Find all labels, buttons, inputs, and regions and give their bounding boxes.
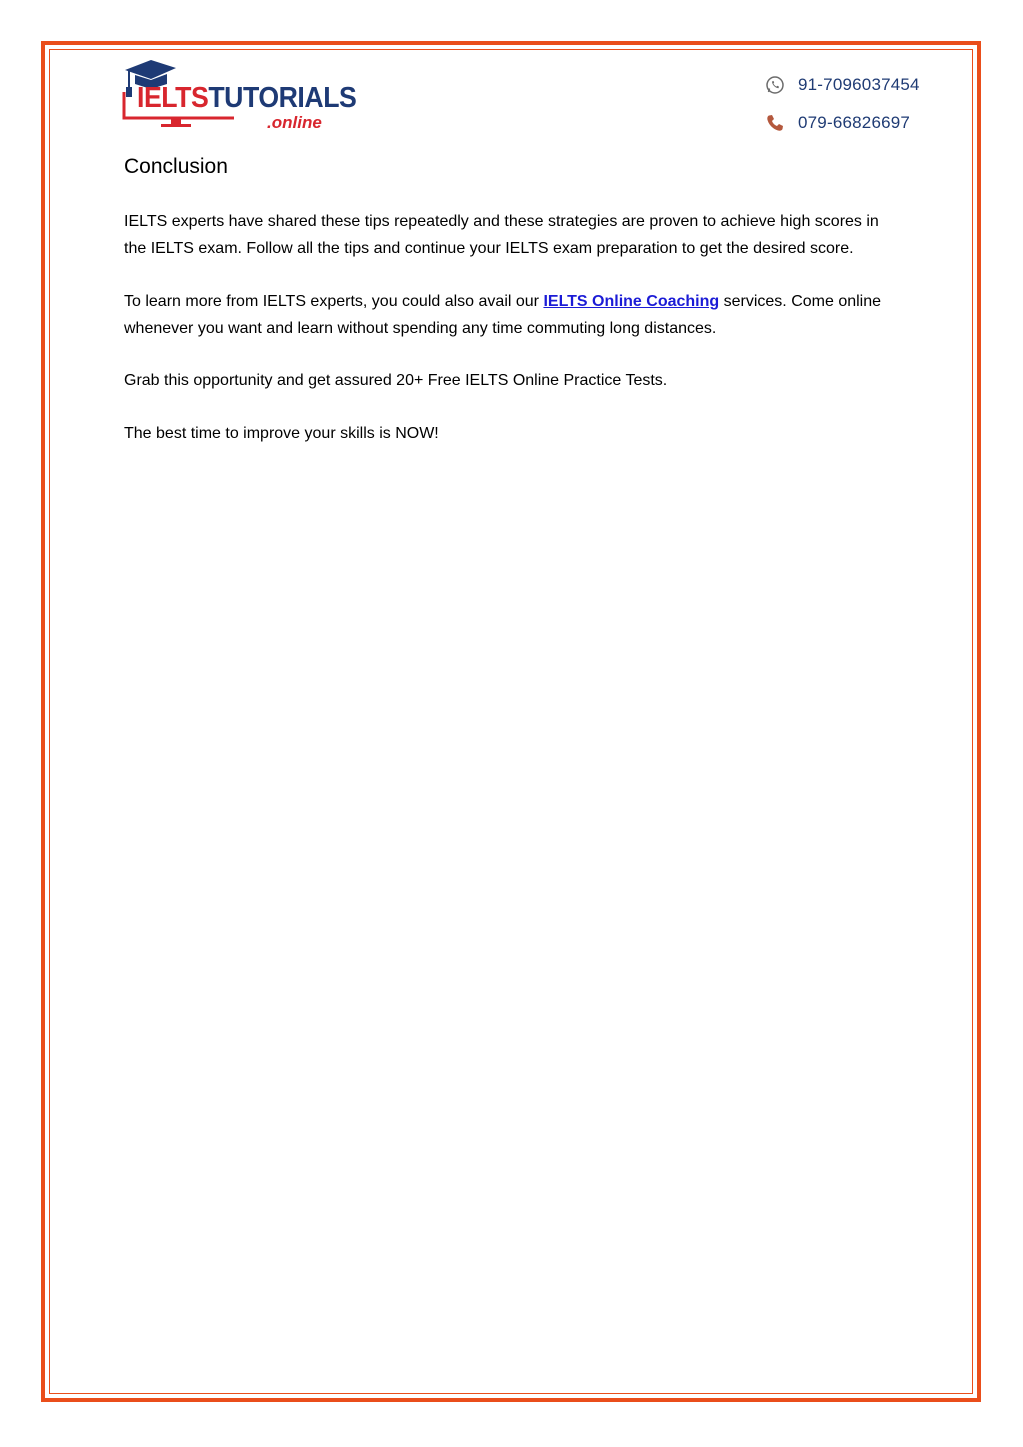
logo-tutorials-text: TUTORIALS [208, 82, 357, 114]
paragraph-2-text-after: services. Come online whenever you want and learn without spending any time commuting long distances. [124, 293, 882, 337]
ielts-online-coaching-link[interactable]: IELTS Online Coaching [543, 293, 720, 310]
section-heading: Conclusion [124, 155, 228, 178]
logo-wordmark [137, 84, 356, 113]
logo-ielts-text: IELTS [137, 82, 209, 114]
paragraph-1: IELTS experts have shared these tips repeatedly and these strategies are proven to achieve high scores in the IELTS exam. Follow all the tips and continue your IELTS exam preparation to get the desired score. [124, 213, 879, 257]
paragraph-2 [124, 289, 884, 342]
phone-number: 079-66826697 [798, 113, 911, 132]
whatsapp-icon [764, 74, 786, 96]
phone-icon [764, 112, 786, 134]
paragraph-4: The best time to improve your skills is NOW! [124, 424, 439, 442]
contact-phone[interactable] [764, 112, 944, 134]
contact-info [764, 74, 944, 150]
paragraph-2-text-before: To learn more from IELTS experts, you could also avail our [124, 293, 544, 310]
main-content [124, 150, 884, 447]
brand-logo[interactable] [121, 58, 357, 138]
logo-online-text: .online [267, 113, 322, 132]
paragraph-3: Grab this opportunity and get assured 20+ Free IELTS Online Practice Tests. [124, 372, 668, 389]
contact-whatsapp[interactable] [764, 74, 944, 96]
whatsapp-number: 91-7096037454 [798, 75, 920, 94]
